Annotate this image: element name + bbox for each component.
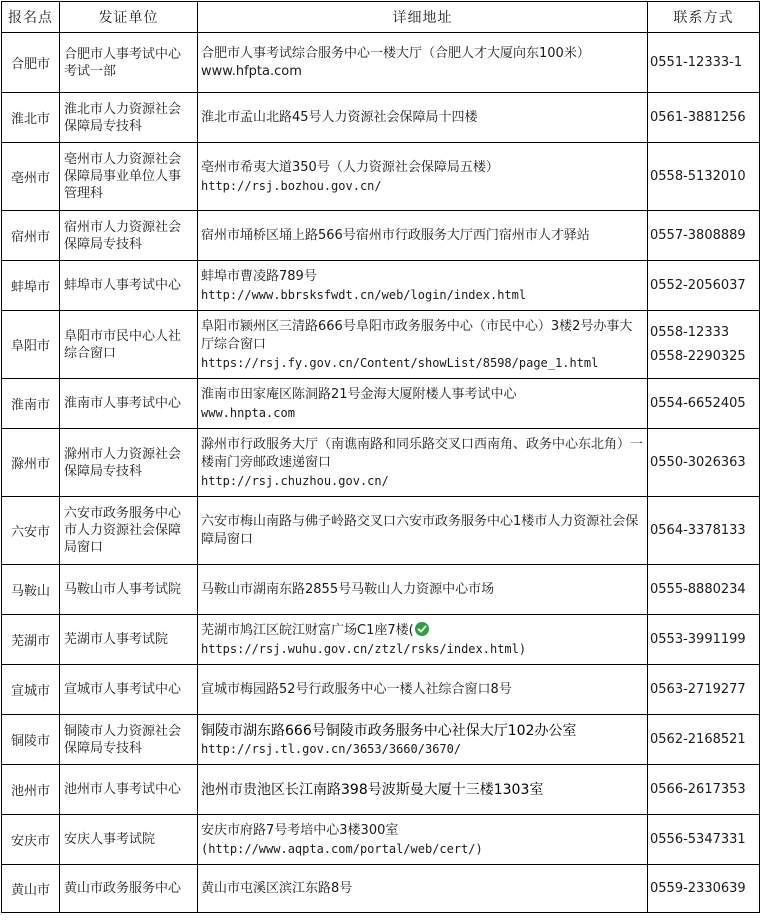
table-row (2, 815, 760, 865)
check-circle-icon (415, 622, 429, 636)
cell-phone (648, 765, 760, 815)
phone-number: 0564-3378133 (650, 522, 746, 538)
table-row (2, 143, 760, 211)
cell-address (198, 765, 648, 815)
address-line: 滁州市行政服务大厅（南谯南路和同乐路交叉口西南角、政务中心东北角）一楼南门旁邮政速递窗口 (201, 436, 644, 470)
address-text (201, 109, 644, 127)
phone-number: 0554-6652405 (650, 395, 746, 411)
header-address: 详细地址 (198, 2, 648, 33)
table-row (2, 93, 760, 143)
cell-issuing-unit: 滁州市人力资源社会保障局专技科 (60, 429, 198, 497)
address-line: 淮南市田家庵区陈洞路21号金海大厦附楼人事考试中心 (201, 386, 517, 402)
address-text (201, 436, 644, 472)
address-line: 阜阳市颍州区三清路666号阜阳市政务服务中心（市民中心）3楼2号办事大厅综合窗口 (201, 318, 633, 352)
phone-number: 0552-2056037 (650, 277, 746, 293)
cell-city: 马鞍山 (2, 565, 60, 615)
cell-phone (648, 429, 760, 497)
cell-city: 芜湖市 (2, 615, 60, 665)
cell-phone (648, 497, 760, 565)
cell-phone (648, 261, 760, 311)
address-line: 淮北市孟山北路45号人力资源社会保障局十四楼 (201, 109, 478, 125)
cell-city: 淮北市 (2, 93, 60, 143)
address-text (201, 722, 644, 740)
cell-issuing-unit: 阜阳市市民中心人社综合窗口 (60, 311, 198, 379)
table-row (2, 665, 760, 715)
address-text (201, 880, 644, 898)
cell-city: 黄山市 (2, 865, 60, 913)
cell-address (198, 93, 648, 143)
cell-issuing-unit: 黄山市政务服务中心 (60, 865, 198, 913)
cell-address (198, 865, 648, 913)
cell-issuing-unit: 淮北市人力资源社会保障局专技科 (60, 93, 198, 143)
address-text (201, 386, 644, 404)
cell-address (198, 211, 648, 261)
address-url-link[interactable]: www.hnpta.com (201, 405, 295, 420)
table-header-row (2, 2, 760, 33)
address-line: 合肥市人事考试综合服务中心一楼大厅（合肥人才大厦向东100米）www.hfpta.com (201, 45, 590, 79)
cell-issuing-unit: 芜湖市人事考试院 (60, 615, 198, 665)
cell-city: 六安市 (2, 497, 60, 565)
cell-address (198, 565, 648, 615)
cell-issuing-unit: 池州市人事考试中心 (60, 765, 198, 815)
address-line: 池州市贵池区长江南路398号波斯曼大厦十三楼1303室 (201, 781, 544, 798)
cell-issuing-unit: 淮南市人事考试中心 (60, 379, 198, 429)
phone-number-secondary: 0558-2290325 (650, 348, 746, 364)
cell-address (198, 715, 648, 765)
table-row (2, 429, 760, 497)
address-url-link[interactable]: http://rsj.bozhou.gov.cn/ (201, 178, 382, 193)
cell-phone (648, 379, 760, 429)
cell-phone (648, 311, 760, 379)
address-url-link[interactable]: https://rsj.fy.gov.cn/Content/showList/8598/page_1.html (201, 355, 599, 370)
address-text (201, 227, 644, 245)
address-text (201, 159, 644, 177)
address-text (201, 622, 644, 640)
phone-number: 0550-3026363 (650, 454, 746, 470)
cell-phone (648, 143, 760, 211)
cell-issuing-unit: 铜陵市人力资源社会保障局专技科 (60, 715, 198, 765)
cell-city: 亳州市 (2, 143, 60, 211)
cell-phone (648, 665, 760, 715)
address-text (201, 681, 644, 699)
table-row (2, 379, 760, 429)
phone-number: 0559-2330639 (650, 880, 746, 896)
cell-issuing-unit: 宣城市人事考试中心 (60, 665, 198, 715)
cell-city: 滁州市 (2, 429, 60, 497)
cell-city: 池州市 (2, 765, 60, 815)
phone-number: 0557-3808889 (650, 227, 746, 243)
address-text (201, 45, 644, 81)
cell-city: 阜阳市 (2, 311, 60, 379)
table-row (2, 311, 760, 379)
phone-number: 0556-5347331 (650, 831, 746, 847)
certificate-office-table (1, 1, 760, 913)
table-row (2, 865, 760, 913)
phone-number: 0555-8880234 (650, 581, 746, 597)
address-line: 芜湖市鸠江区皖江财富广场C1座7楼( (201, 622, 414, 638)
address-text (201, 268, 644, 286)
address-line: 安庆市府路7号考培中心3楼300室 (201, 822, 399, 838)
phone-number: 0562-2168521 (650, 731, 746, 747)
address-line: 蚌埠市曹凌路789号 (201, 268, 317, 284)
table-row (2, 765, 760, 815)
cell-address (198, 379, 648, 429)
cell-address (198, 615, 648, 665)
cell-phone (648, 565, 760, 615)
cell-address (198, 497, 648, 565)
cell-city: 宣城市 (2, 665, 60, 715)
table-row (2, 33, 760, 93)
cell-issuing-unit: 安庆人事考试院 (60, 815, 198, 865)
address-url-link[interactable]: http://rsj.tl.gov.cn/3653/3660/3670/ (201, 741, 462, 756)
phone-number: 0551-12333-1 (650, 54, 743, 70)
cell-city: 安庆市 (2, 815, 60, 865)
phone-number: 0558-12333 (650, 324, 730, 340)
address-url-link[interactable]: https://rsj.wuhu.gov.cn/ztzl/rsks/index.html) (201, 641, 527, 656)
cell-phone (648, 211, 760, 261)
table-row (2, 715, 760, 765)
address-url-link[interactable]: (http://www.aqpta.com/portal/web/cert/) (201, 841, 483, 856)
table-row (2, 615, 760, 665)
header-city: 报名点 (2, 2, 60, 33)
header-unit: 发证单位 (60, 2, 198, 33)
phone-number: 0561-3881256 (650, 109, 746, 125)
cell-phone (648, 865, 760, 913)
cell-phone (648, 33, 760, 93)
table-row (2, 261, 760, 311)
address-text (201, 781, 644, 799)
cell-city: 淮南市 (2, 379, 60, 429)
address-line: 宣城市梅园路52号行政服务中心一楼人社综合窗口8号 (201, 681, 512, 697)
table-row (2, 565, 760, 615)
address-line: 亳州市希夷大道350号（人力资源社会保障局五楼） (201, 159, 499, 175)
cell-issuing-unit: 亳州市人力资源社会保障局事业单位人事管理科 (60, 143, 198, 211)
address-url-link[interactable]: http://www.bbrsksfwdt.cn/web/login/index.html (201, 287, 527, 302)
phone-number: 0566-2617353 (650, 781, 746, 797)
cell-address (198, 665, 648, 715)
address-text (201, 513, 644, 549)
cell-city: 铜陵市 (2, 715, 60, 765)
cell-issuing-unit: 六安市政务服务中心市人力资源社会保障局窗口 (60, 497, 198, 565)
address-line: 六安市梅山南路与佛子岭路交叉口六安市政务服务中心1楼市人力资源社会保障局窗口 (201, 513, 639, 547)
address-line: 黄山市屯溪区滨江东路8号 (201, 880, 353, 896)
cell-issuing-unit: 合肥市人事考试中心考试一部 (60, 33, 198, 93)
cell-issuing-unit: 蚌埠市人事考试中心 (60, 261, 198, 311)
cell-address (198, 143, 648, 211)
cell-city: 蚌埠市 (2, 261, 60, 311)
cell-phone (648, 815, 760, 865)
table-row (2, 497, 760, 565)
address-line: 马鞍山市湖南东路2855号马鞍山人力资源中心市场 (201, 581, 495, 597)
cell-address (198, 815, 648, 865)
address-line: 铜陵市湖东路666号铜陵市政务服务中心社保大厅102办公室 (201, 722, 577, 739)
address-text (201, 581, 644, 599)
cell-address (198, 311, 648, 379)
cell-phone (648, 615, 760, 665)
address-text (201, 822, 644, 840)
header-phone: 联系方式 (648, 2, 760, 33)
address-line: 宿州市埇桥区埇上路566号宿州市行政服务大厅西门宿州市人才驿站 (201, 227, 590, 243)
cell-address (198, 261, 648, 311)
phone-number: 0558-5132010 (650, 168, 746, 184)
cell-issuing-unit: 宿州市人力资源社会保障局专技科 (60, 211, 198, 261)
cell-city: 合肥市 (2, 33, 60, 93)
cell-phone (648, 93, 760, 143)
cell-address (198, 33, 648, 93)
cell-city: 宿州市 (2, 211, 60, 261)
address-url-link[interactable]: http://rsj.chuzhou.gov.cn/ (201, 473, 389, 488)
address-text (201, 318, 644, 354)
table-row (2, 211, 760, 261)
cell-issuing-unit: 马鞍山市人事考试院 (60, 565, 198, 615)
cell-phone (648, 715, 760, 765)
table-body (2, 33, 760, 913)
phone-number: 0553-3991199 (650, 631, 746, 647)
cell-address (198, 429, 648, 497)
phone-number: 0563-2719277 (650, 681, 746, 697)
